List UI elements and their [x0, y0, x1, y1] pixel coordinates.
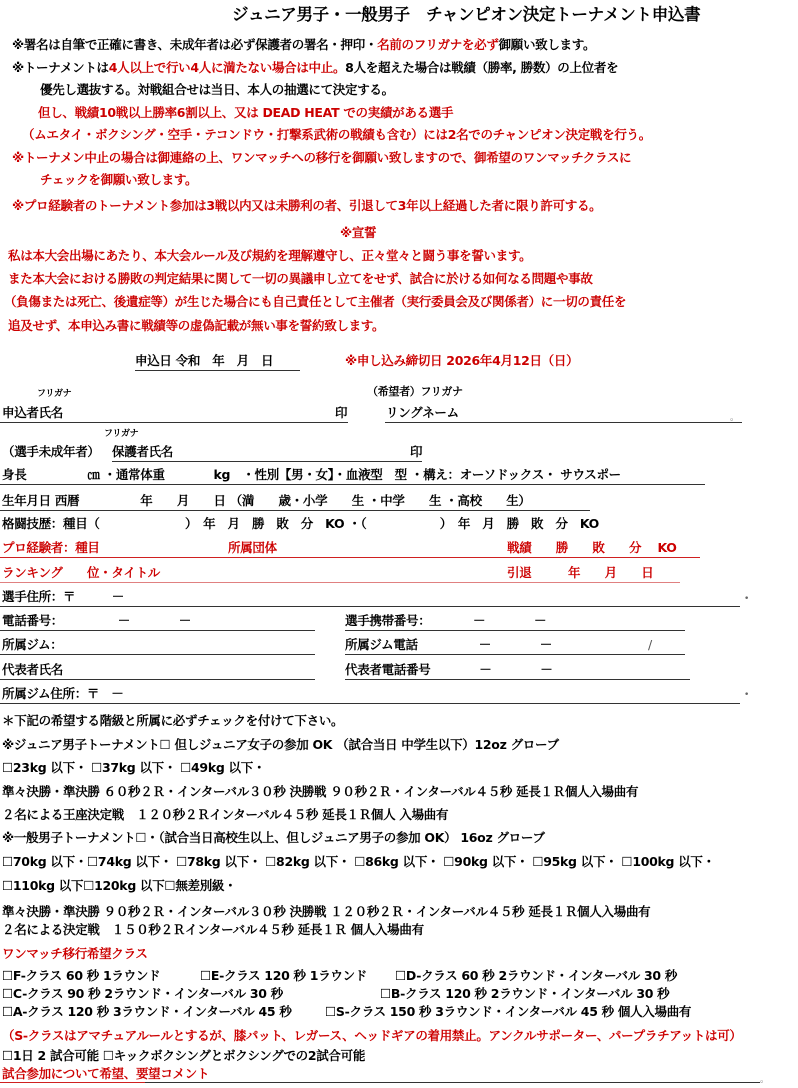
class-f-checkbox[interactable]: ☐F-クラス 60 秒 1ラウンド — [2, 968, 161, 983]
comment-label: 試合参加について希望、要望コメント — [2, 1066, 210, 1081]
retired-field[interactable]: 引退 年 月 日 — [507, 565, 654, 580]
junior-tournament-checkbox[interactable]: ※ジュニア男子トーナメント☐ 但しジュニア女子の参加 OK （試合当日 中学生以下）12oz グローブ — [2, 737, 559, 752]
class-d-checkbox[interactable]: ☐D-クラス 60 秒 2ラウンド・インターバル 30 秒 — [395, 968, 678, 983]
ring-name-field[interactable]: リングネーム — [386, 405, 459, 420]
general-tournament-checkbox[interactable]: ※一般男子トーナメント☐・（試合当日高校生以上、但しジュニア男子の参加 OK） 16oz グローブ — [2, 830, 545, 845]
junior-rules: 準々決勝・準決勝 ６０秒２Ｒ・インターバル３０秒 決勝戦 ９０秒２Ｒ・インターバル４５秒 延長１Ｒ個人入場曲有 — [2, 784, 639, 799]
period-mark: 。 — [730, 413, 740, 423]
general-title-rules: ２名による決定戦 １５０秒２Ｒインターバル４５秒 延長１Ｒ 個人入場曲有 — [2, 922, 424, 937]
seal-mark: 印 — [410, 444, 423, 459]
seal-mark: 印 — [335, 405, 348, 420]
junior-weight-checkboxes[interactable]: ☐23kg 以下・ ☐37kg 以下・ ☐49kg 以下・ — [2, 760, 266, 775]
note-check: チェックを御願い致します。 — [40, 172, 198, 187]
guardian-name-field[interactable]: 保護者氏名 — [112, 444, 174, 459]
comment-field[interactable] — [145, 1082, 760, 1083]
note-tournament: ※トーナメントは4人以上で行い4人に満たない場合は中止。8人を超えた場合は戦績（勝率, 勝数）の上位者を — [12, 60, 619, 75]
note-martial-arts: （ムエタイ・ボクシング・空手・テコンドウ・打撃系武術の戦績も含む）には2名でのチャンピオン決定戦を行う。 — [22, 127, 651, 142]
s-class-note: （S-クラスはアマチュアルールとするが、膝パット、レガース、ヘッドギアの着用禁止。アンクルサポーター、パープラチアットは可） — [2, 1028, 742, 1043]
note-exception: 但し、戦績10戦以上勝率6割以上、又は DEAD HEAT での実績がある選手 — [38, 105, 454, 120]
note-cancel: ※トーナメン中止の場合は御連絡の上、ワンマッチへの移行を御願い致しますので、御希望のワンマッチクラスに — [12, 150, 632, 165]
class-s-checkbox[interactable]: ☐S-クラス 150 秒 3ラウンド・インターバル 45 秒 個人入場曲有 — [325, 1004, 692, 1019]
address-field[interactable]: 選手住所：〒 － — [2, 589, 125, 604]
class-a-checkbox[interactable]: ☐A-クラス 120 秒 3ラウンド・インターバル 45 秒 — [2, 1004, 292, 1019]
application-date[interactable]: 申込日 令和 年 月 日 — [135, 353, 274, 368]
note-selection: 優先し選抜する。対戦組合せは当日、本人の抽選にて決定する。 — [40, 82, 394, 97]
furigana-label: フリガナ — [37, 389, 72, 399]
gym-phone-field[interactable]: 所属ジム電話 － － — [345, 637, 552, 652]
applicant-name-field[interactable]: 申込者氏名 — [2, 405, 64, 420]
oath-line: 私は本大会出場にあたり、本大会ルール及び規約を理解遵守し、正々堂々と闘う事を誓います。 — [8, 248, 532, 263]
class-b-checkbox[interactable]: ☐B-クラス 120 秒 2ラウンド・インターバル 30 秒 — [380, 986, 670, 1001]
guardian-prefix: （選手未成年者） — [2, 444, 100, 459]
phone-field[interactable]: 電話番号： － － — [2, 613, 191, 628]
furigana-label: フリガナ — [104, 429, 139, 439]
class-instruction: ＊下記の希望する階級と所属に必ずチェックを付けて下さい。 — [2, 713, 344, 728]
rep-phone-field[interactable]: 代表者電話番号 － － — [345, 662, 553, 677]
class-e-checkbox[interactable]: ☐E-クラス 120 秒 1ラウンド — [200, 968, 368, 983]
ranking-field[interactable]: ランキング 位・タイトル — [2, 565, 160, 580]
deadline: ※申し込み締切日 2026年4月12日（日） — [345, 353, 579, 368]
gym-address-field[interactable]: 所属ジム住所：〒 － — [2, 686, 124, 701]
onematch-heading: ワンマッチ移行希望クラス — [2, 946, 148, 961]
ring-furigana-label: （希望者）フリガナ — [367, 385, 463, 398]
general-weight-checkboxes[interactable]: ☐70kg 以下・☐74kg 以下・ ☐78kg 以下・ ☐82kg 以下・ ☐86kg 以下・ ☐90kg 以下・ ☐95kg 以下・ ☐100kg 以下・ — [2, 854, 715, 869]
general-rules: 準々決勝・準決勝 ９０秒２Ｒ・インターバル３０秒 決勝戦 １２０秒２Ｒ・インターバル４５秒 延長１Ｒ個人入場曲有 — [2, 904, 651, 919]
pro-org-field[interactable]: 所属団体 — [228, 540, 277, 555]
pro-type-field[interactable]: プロ経験者：種目 — [2, 540, 100, 555]
junior-title-rules: ２名による王座決定戦 １２０秒２Ｒインターバル４５秒 延長１Ｒ個人 入場曲有 — [2, 807, 449, 822]
mobile-field[interactable]: 選手携帯番号： － － — [345, 613, 547, 628]
oath-line: （負傷または死亡、後遺症等）が生じた場合にも自己責任として主催者（実行委員会及び関係者）に一切の責任を — [4, 294, 627, 309]
martial-arts-history-row[interactable]: 格闘技歴：種目（ ） 年 月 勝 敗 分 KO ・（ ） 年 月 勝 敗 分 KO — [2, 516, 600, 531]
note-pro: ※プロ経験者のトーナメント参加は3戦以内又は未勝利の者、引退して3年以上経過した者に限り許可する。 — [12, 198, 602, 213]
birth-date-row[interactable]: 生年月日 西暦 年 月 日 （満 歳・小学 生 ・中学 生 ・高校 生） — [2, 493, 531, 508]
rep-name-field[interactable]: 代表者氏名 — [2, 662, 64, 677]
gym-field[interactable]: 所属ジム： — [2, 637, 63, 652]
slash-mark: / — [648, 637, 652, 652]
double-match-options[interactable]: ☐1日 2 試合可能 ☐キックボクシングとボクシングでの2試合可能 — [2, 1048, 366, 1063]
class-c-checkbox[interactable]: ☐C-クラス 90 秒 2ラウンド・インターバル 30 秒 — [2, 986, 283, 1001]
page-title: ジュニア男子・一般男子 チャンピオン決定トーナメント申込書 — [232, 5, 701, 24]
oath-heading: ※宣誓 — [340, 225, 377, 240]
pro-record-field[interactable]: 戦績 勝 敗 分 KO — [507, 540, 677, 555]
body-info-row[interactable]: 身長 ㎝ ・通常体重 kg ・性別【男・女】・血液型 型 ・構え：オーソドックス・ サウスポー — [2, 467, 621, 482]
note-signature: ※署名は自筆で正確に書き、未成年者は必ず保護者の署名・押印・名前のフリガナを必ず御願い致します。 — [12, 37, 596, 52]
general-weight-checkboxes[interactable]: ☐110kg 以下☐120kg 以下☐無差別級・ — [2, 878, 237, 893]
oath-line: また本大会における勝敗の判定結果に関して一切の異議申し立てをせず、試合に於ける如何なる問題や事故 — [8, 271, 593, 286]
oath-line: 追及せず、本申込み書に戦績等の虚偽記載が無い事を誓約致します。 — [8, 318, 385, 333]
